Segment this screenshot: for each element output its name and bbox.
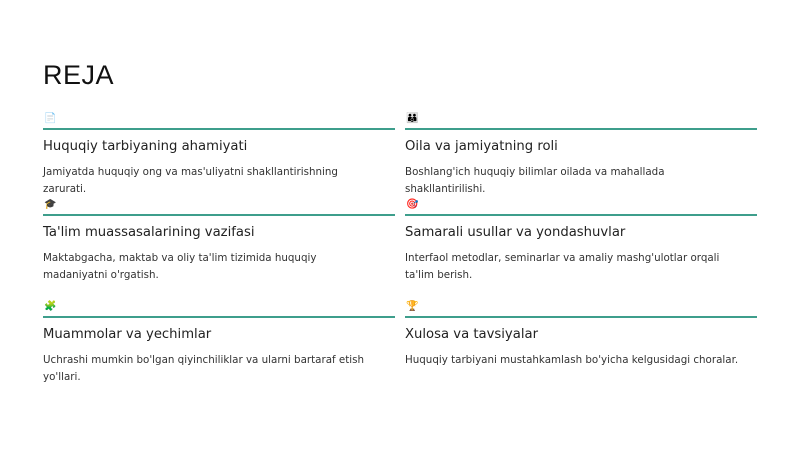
divider xyxy=(43,316,395,318)
divider xyxy=(43,128,395,130)
divider xyxy=(405,316,757,318)
agenda-item-title: Samarali usullar va yondashuvlar xyxy=(405,225,626,240)
agenda-item-6 xyxy=(405,300,757,390)
trophy-icon: 🏆 xyxy=(406,301,419,312)
agenda-item-5 xyxy=(43,300,395,390)
agenda-item-description: Interfaol metodlar, seminarlar va amaliy mashg'ulotlar orqali ta'lim berish. xyxy=(405,252,720,281)
graduation-icon: 🎓 xyxy=(44,199,57,210)
agenda-grid xyxy=(43,112,757,390)
target-icon: 🎯 xyxy=(406,199,419,210)
agenda-item-title: Muammolar va yechimlar xyxy=(43,327,212,342)
agenda-item-description: Boshlang'ich huquqiy bilimlar oilada va mahallada shakllantirilishi. xyxy=(405,166,665,195)
agenda-item-2 xyxy=(405,112,757,198)
agenda-item-description: Huquqiy tarbiyani mustahkamlash bo'yicha kelgusidagi choralar. xyxy=(405,354,739,366)
agenda-item-1 xyxy=(43,112,395,198)
agenda-item-description: Jamiyatda huquqiy ong va mas'uliyatni shakllantirishning zarurati. xyxy=(43,166,338,195)
document-icon: 📄 xyxy=(44,113,57,124)
agenda-item-description: Uchrashi mumkin bo'lgan qiyinchiliklar va ularni bartaraf etish yo'llari. xyxy=(43,354,365,383)
agenda-item-title: Oila va jamiyatning roli xyxy=(405,139,558,154)
divider xyxy=(43,214,395,216)
divider xyxy=(405,128,757,130)
agenda-item-4 xyxy=(405,198,757,300)
divider xyxy=(405,214,757,216)
puzzle-icon: 🧩 xyxy=(44,301,57,312)
agenda-item-title: Xulosa va tavsiyalar xyxy=(405,327,538,342)
agenda-item-description: Maktabgacha, maktab va oliy ta'lim tizimida huquqiy madaniyatni o'rgatish. xyxy=(43,252,317,281)
slide-title: REJA xyxy=(43,60,115,90)
agenda-item-3 xyxy=(43,198,395,300)
family-icon: 👪 xyxy=(406,113,419,124)
agenda-item-title: Huquqiy tarbiyaning ahamiyati xyxy=(43,139,248,154)
agenda-item-title: Ta'lim muassasalarining vazifasi xyxy=(43,225,255,240)
